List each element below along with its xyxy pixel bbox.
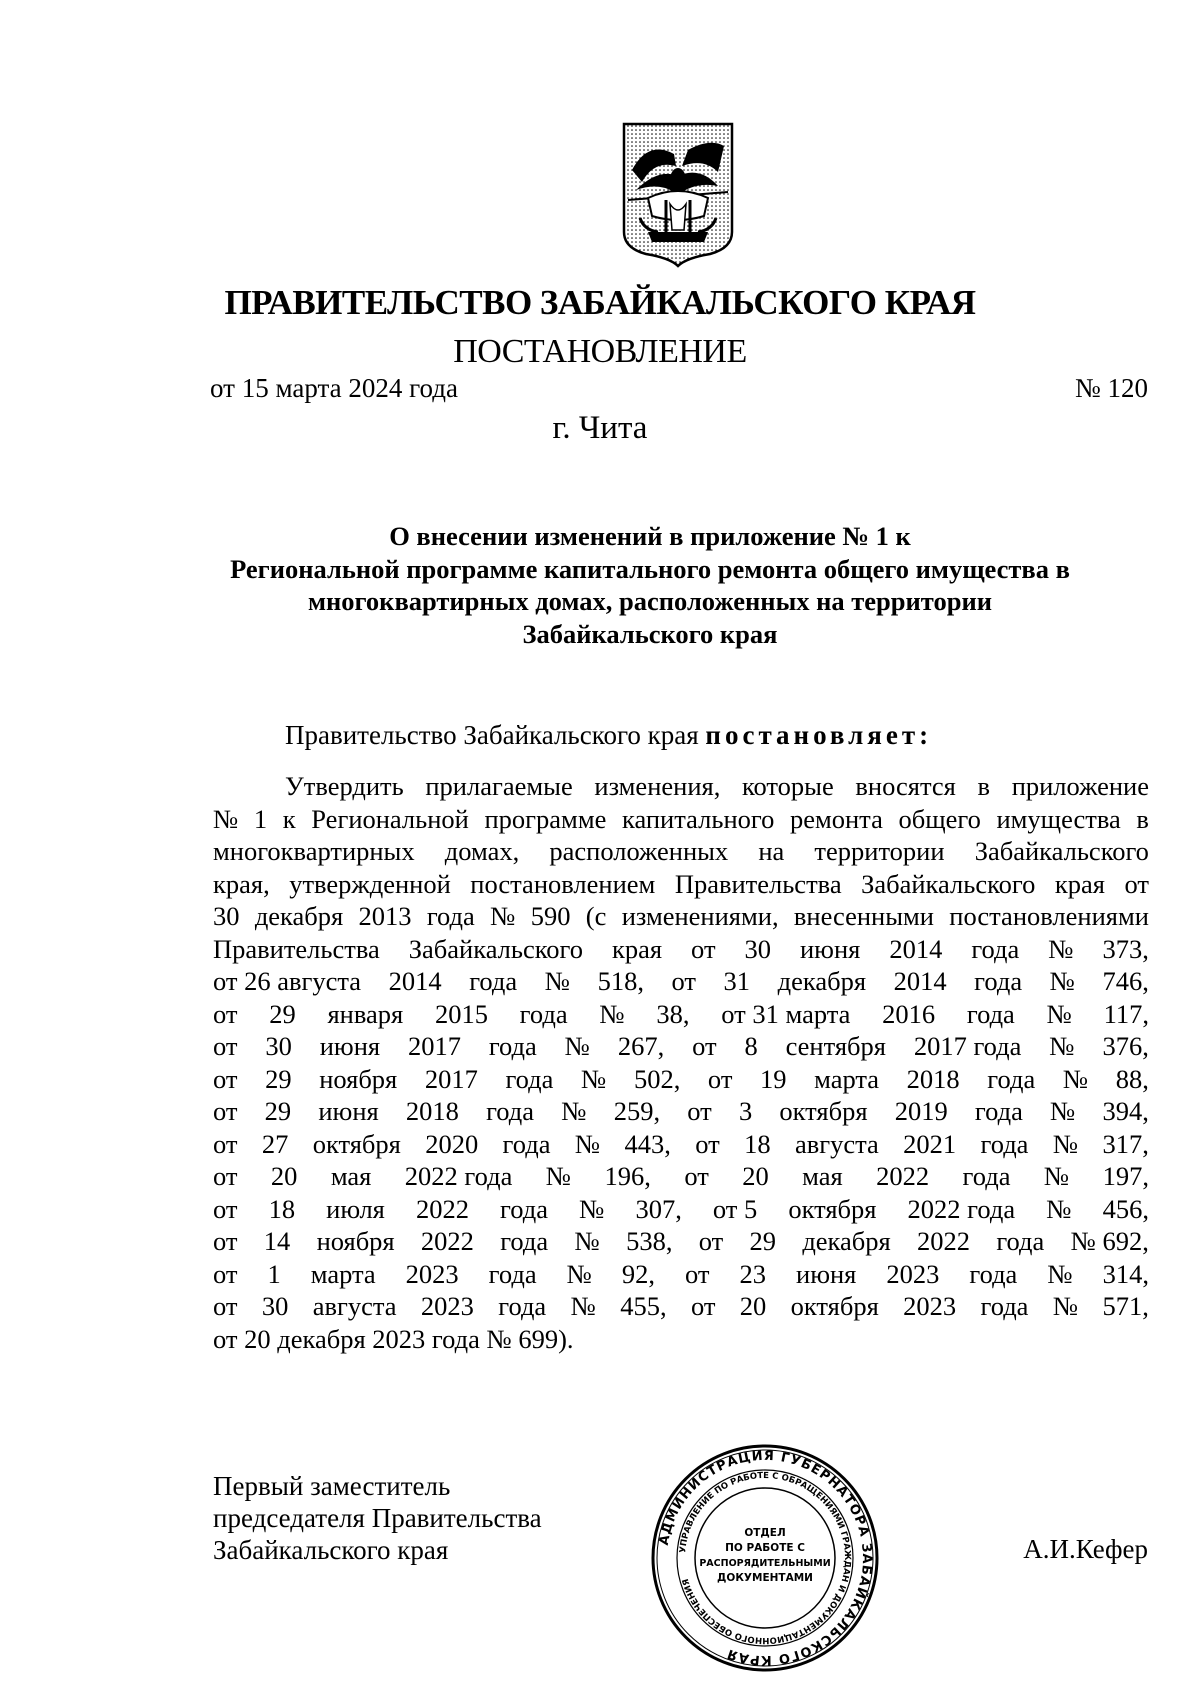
body-word: Правительства <box>674 868 842 899</box>
body-line <box>213 1095 1149 1128</box>
body-word: 443, <box>624 1128 671 1159</box>
resolution-intro <box>285 720 932 751</box>
body-word: года <box>980 1128 1029 1159</box>
body-word: № <box>1047 1258 1073 1289</box>
body-word: 2017 года <box>913 1031 1022 1061</box>
body-word: 29 <box>749 1226 777 1256</box>
body-word: 92, <box>621 1258 656 1289</box>
body-line <box>213 1193 1149 1226</box>
body-word: № <box>1062 1063 1089 1094</box>
body-word: 19 <box>760 1063 787 1094</box>
body-word: года <box>426 901 475 931</box>
body-word: 2018 <box>405 1096 459 1126</box>
body-word: № <box>574 1226 600 1256</box>
body-word: 2021 <box>903 1128 957 1159</box>
body-word: 2016 <box>882 998 936 1029</box>
body-word: от <box>213 1258 238 1289</box>
body-word: в <box>977 771 991 801</box>
body-word: года <box>486 1096 535 1126</box>
body-word: 2022 года <box>907 1193 1016 1224</box>
body-line <box>213 1160 1149 1193</box>
body-word: года <box>996 1226 1045 1256</box>
body-word: декабря <box>802 1226 891 1256</box>
stamp-center-line: РАСПОРЯДИТЕЛЬНЫМИ <box>699 1558 831 1569</box>
body-word: края, <box>213 868 270 899</box>
body-word: изменения, <box>594 771 721 801</box>
body-word: 317, <box>1102 1128 1149 1159</box>
body-word: 538, <box>626 1226 673 1256</box>
body-word: года <box>966 998 1015 1029</box>
body-word: 571, <box>1102 1291 1149 1321</box>
body-word: года <box>974 1096 1023 1126</box>
body-word: 30 <box>261 1291 289 1321</box>
body-word: года <box>502 1128 551 1159</box>
signer-name: А.И.Кефер <box>1023 1534 1148 1564</box>
body-word: года <box>469 966 518 996</box>
body-word: в <box>1136 803 1149 834</box>
body-word: октября <box>312 1128 401 1159</box>
body-word: от <box>213 1096 238 1126</box>
body-word: постановлением <box>470 868 656 899</box>
stamp-inner-text: УПРАВЛЕНИЕ ПО РАБОТЕ С ОБРАЩЕНИЯМИ ГРАЖДАН И ДОКУМЕНТАЦИОННОГО ОБЕСПЕЧЕНИЯ <box>678 1470 853 1646</box>
body-word: программе <box>484 803 607 834</box>
body-word: 2023 <box>903 1291 957 1321</box>
body-word: года <box>519 998 568 1029</box>
body-line <box>213 965 1149 998</box>
body-word: 2018 <box>906 1063 960 1094</box>
body-word: 376, <box>1102 1031 1149 1061</box>
body-word: 29 <box>265 1063 292 1094</box>
body-word: домах, <box>444 836 520 866</box>
body-word: № <box>599 998 625 1029</box>
body-line <box>213 1323 1149 1356</box>
body-word: капитального <box>621 803 775 834</box>
document-city: г. Чита <box>552 410 648 446</box>
body-word: расположенных <box>549 836 729 866</box>
body-word: 23 <box>739 1258 767 1289</box>
body-word: ремонта <box>789 803 883 834</box>
body-word: мая <box>330 1161 372 1191</box>
body-word: 1 <box>253 803 268 834</box>
body-word: территории <box>814 836 945 866</box>
body-word: от <box>213 998 238 1029</box>
body-word: № <box>1052 1291 1079 1321</box>
body-word: 2022 <box>876 1161 930 1191</box>
body-word: от 31 марта <box>721 998 851 1029</box>
body-word: № 692, <box>1070 1226 1149 1256</box>
signer-position-line: председателя Правительства <box>213 1503 542 1533</box>
body-word: Забайкальского <box>974 836 1149 866</box>
document-number: № 120 <box>1074 373 1148 403</box>
body-word: имущества <box>996 803 1121 834</box>
body-word: 307, <box>635 1193 682 1224</box>
body-word: утвержденной <box>289 868 451 899</box>
intro-text: Правительство Забайкальского края <box>285 720 699 750</box>
body-line <box>213 933 1149 966</box>
body-word: от <box>698 1226 724 1256</box>
body-word: от <box>671 966 696 996</box>
document-date: от 15 марта 2024 года <box>210 373 458 403</box>
body-word: декабря <box>254 901 344 931</box>
body-line <box>213 1290 1149 1323</box>
body-word: от <box>213 1063 238 1094</box>
body-word: 30 <box>265 1031 292 1061</box>
body-word: года <box>500 1193 548 1224</box>
body-word: 2014 <box>889 933 943 964</box>
subject-line: Региональной программе капитального ремонта общего имущества в <box>230 553 1070 584</box>
body-word: края <box>1054 868 1105 899</box>
body-word: № <box>579 1193 605 1224</box>
body-word: 267, <box>617 1031 665 1061</box>
body-word: № <box>574 1128 601 1159</box>
body-word: октября <box>790 1291 879 1321</box>
body-word: от <box>213 1226 238 1256</box>
body-word: года <box>971 933 1020 964</box>
body-word: 2017 <box>407 1031 461 1061</box>
body-word: июня <box>318 1096 379 1126</box>
body-line <box>213 803 1149 836</box>
body-word: 373, <box>1102 933 1149 964</box>
body-word: № <box>1050 1096 1076 1126</box>
body-word: года <box>974 966 1023 996</box>
body-word: октября <box>779 1096 868 1126</box>
body-word: 117, <box>1103 998 1149 1029</box>
body-word: года <box>488 1258 537 1289</box>
body-word: 20 <box>270 1161 298 1191</box>
body-word: 8 <box>744 1031 758 1061</box>
body-word: 1 <box>267 1258 281 1289</box>
body-word: года <box>987 1063 1036 1094</box>
body-word: 2022 <box>917 1226 971 1256</box>
body-word: края <box>611 933 663 964</box>
body-word: года <box>500 1226 549 1256</box>
body-word: прилагаемые <box>425 771 573 801</box>
body-word: от <box>213 1128 238 1159</box>
body-line <box>213 998 1149 1031</box>
body-word: года <box>969 1258 1018 1289</box>
body-word: Утвердить <box>285 771 404 801</box>
body-word: № <box>490 901 516 931</box>
body-word: 3 <box>738 1096 753 1126</box>
body-word: 2019 <box>894 1096 948 1126</box>
body-word: 18 <box>744 1128 771 1159</box>
body-word: постановлениями <box>949 901 1149 931</box>
body-word: вносятся <box>855 771 956 801</box>
body-word: 2022 года <box>404 1161 513 1191</box>
body-word: (с <box>585 901 607 931</box>
body-word: августа <box>312 1291 397 1321</box>
body-word: от 26 августа <box>213 966 362 996</box>
body-word: № <box>581 1063 607 1094</box>
document-type: ПОСТАНОВЛЕНИЕ <box>453 333 747 370</box>
body-word: на <box>758 836 785 866</box>
body-word: 590 <box>530 901 571 931</box>
body-word: 2014 <box>893 966 947 996</box>
body-word: № <box>561 1096 587 1126</box>
government-title: ПРАВИТЕЛЬСТВО ЗАБАЙКАЛЬСКОГО КРАЯ <box>224 283 976 322</box>
body-word: 29 <box>264 1096 292 1126</box>
signer-position <box>213 1470 542 1566</box>
body-word: № <box>1043 1161 1070 1191</box>
body-word: июля <box>326 1193 385 1224</box>
body-word: к <box>282 803 296 834</box>
document-subject <box>200 520 1100 650</box>
body-word: № <box>1049 966 1075 996</box>
subject-line: Забайкальского края <box>522 618 778 649</box>
body-word: ноября <box>316 1226 395 1256</box>
body-word: июня <box>800 933 861 964</box>
body-word: от <box>213 1161 238 1191</box>
body-word: от <box>213 1193 238 1224</box>
body-word: 259, <box>613 1096 661 1126</box>
stamp-outer-text: АДМИНИСТРАЦИЯ ГУБЕРНАТОРА ЗАБАЙКАЛЬСКОГО КРАЯ <box>656 1448 875 1668</box>
body-word: от <box>213 1291 238 1321</box>
body-word: № <box>564 1031 590 1061</box>
body-word: августа <box>794 1128 879 1159</box>
body-word: сентября <box>785 1031 886 1061</box>
body-word: 88, <box>1115 1063 1149 1094</box>
body-word: от <box>213 1031 238 1061</box>
body-word: мая <box>802 1161 843 1191</box>
body-line <box>213 1063 1149 1096</box>
body-line <box>213 1258 1149 1291</box>
body-word: от 5 <box>712 1193 758 1224</box>
stamp-center-line: ОТДЕЛ <box>744 1527 786 1539</box>
body-line <box>213 1128 1149 1161</box>
body-word: ноября <box>319 1063 398 1094</box>
signer-position-line: Первый заместитель <box>213 1471 451 1501</box>
body-word: марта <box>814 1063 880 1094</box>
body-word: 2017 <box>424 1063 478 1094</box>
body-word: № <box>1046 1193 1072 1224</box>
body-word: от <box>707 1063 733 1094</box>
body-word: № <box>1052 1128 1079 1159</box>
body-word: года <box>488 1031 537 1061</box>
body-word: № <box>1048 933 1074 964</box>
body-word: 30 <box>744 933 772 964</box>
body-word: марта <box>310 1258 376 1289</box>
body-word: № <box>566 1258 592 1289</box>
body-word: внесенными <box>793 901 934 931</box>
body-word: которые <box>742 771 834 801</box>
body-word: 20 <box>742 1161 769 1191</box>
body-word: № <box>570 1291 596 1321</box>
body-word: года <box>980 1291 1029 1321</box>
body-word: года <box>505 1063 554 1094</box>
body-word: Забайкальского <box>408 933 583 964</box>
body-word: 30 <box>213 901 240 931</box>
body-word: 197, <box>1102 1161 1149 1191</box>
body-line <box>213 1225 1149 1258</box>
stamp-center-line: ПО РАБОТЕ С <box>725 1542 805 1554</box>
body-word: октября <box>788 1193 877 1224</box>
body-word: от <box>687 1096 712 1126</box>
body-word: года <box>498 1291 547 1321</box>
body-word: от <box>1124 868 1149 899</box>
body-line <box>213 1030 1149 1063</box>
body-word: 314, <box>1102 1258 1149 1289</box>
body-word: года <box>962 1161 1011 1191</box>
body-word: № <box>544 966 570 996</box>
body-word: Правительства <box>213 933 380 964</box>
stamp-center-line: ДОКУМЕНТАМИ <box>717 1572 813 1584</box>
body-word: 2022 <box>420 1226 474 1256</box>
body-word: многоквартирных <box>213 836 415 866</box>
body-line <box>213 868 1149 901</box>
body-word: 31 <box>723 966 751 996</box>
subject-line: многоквартирных домах, расположенных на территории <box>307 586 992 616</box>
body-word: приложение <box>1011 771 1149 801</box>
body-word: 27 <box>261 1128 289 1159</box>
body-word: от <box>692 1031 717 1061</box>
body-line <box>213 770 1149 803</box>
body-word: изменениями, <box>621 901 779 931</box>
intro-emphasis: постановляет <box>705 720 920 750</box>
body-word: 20 <box>739 1291 767 1321</box>
official-stamp <box>650 1443 880 1673</box>
body-word: 2022 <box>415 1193 469 1224</box>
body-word: июня <box>319 1031 381 1061</box>
body-word: Забайкальского <box>861 868 1036 899</box>
body-word: № <box>1046 998 1072 1029</box>
body-word: июня <box>796 1258 857 1289</box>
body-word: 394, <box>1102 1096 1149 1126</box>
body-word: от <box>685 1258 710 1289</box>
body-word: № <box>213 803 239 834</box>
body-word: от <box>691 933 716 964</box>
body-word: 14 <box>263 1226 291 1256</box>
body-word: 38, <box>656 998 690 1029</box>
body-word: 518, <box>597 966 644 996</box>
body-word: января <box>327 998 404 1029</box>
body-word: 746, <box>1102 966 1149 996</box>
body-word: 2013 <box>358 901 412 931</box>
intro-colon: : <box>919 720 933 750</box>
body-word: 2015 <box>434 998 488 1029</box>
body-word: 455, <box>620 1291 667 1321</box>
body-word: от <box>684 1161 709 1191</box>
body-word: 196, <box>604 1161 651 1191</box>
subject-line: О внесении изменений в приложение № 1 к <box>389 521 911 551</box>
resolution-body <box>213 770 1149 1355</box>
body-word: № <box>545 1161 572 1191</box>
body-word: 456, <box>1102 1193 1149 1224</box>
signer-position-line: Забайкальского края <box>213 1535 449 1565</box>
body-word: декабря <box>777 966 867 996</box>
body-word: 2023 <box>420 1291 474 1321</box>
body-word: от 20 декабря 2023 года № 699). <box>213 1323 574 1354</box>
body-line <box>213 900 1149 933</box>
body-word: общего <box>898 803 981 834</box>
body-word: Региональной <box>311 803 469 834</box>
body-word: 2020 <box>425 1128 479 1159</box>
body-word: 29 <box>269 998 296 1029</box>
body-word: 18 <box>268 1193 296 1224</box>
body-word: от <box>695 1128 720 1159</box>
body-word: 2014 <box>388 966 442 996</box>
body-word: 2023 <box>405 1258 459 1289</box>
body-word: от <box>690 1291 716 1321</box>
coat-of-arms-icon <box>618 120 738 268</box>
body-word: № <box>1049 1031 1075 1061</box>
body-word: 2023 <box>886 1258 940 1289</box>
body-word: 502, <box>633 1063 681 1094</box>
body-line <box>213 835 1149 868</box>
